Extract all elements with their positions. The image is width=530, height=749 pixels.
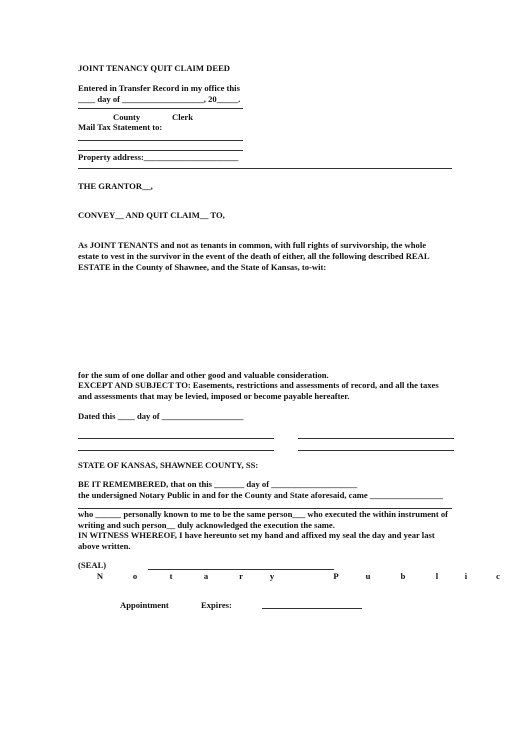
witness-line-2: above written. bbox=[78, 541, 131, 551]
mail-tax-label: Mail Tax Statement to: bbox=[78, 122, 163, 132]
notary-letter: o bbox=[132, 571, 138, 581]
transfer-record-line: Entered in Transfer Record in my office this bbox=[78, 83, 240, 93]
except-line-2: and assessments that may be levied, imposed or become payable hereafter. bbox=[78, 391, 350, 401]
notary-letter: l bbox=[435, 571, 439, 581]
seal-label: (SEAL) bbox=[78, 560, 107, 570]
county-label: County bbox=[113, 112, 141, 122]
notary-letter: a bbox=[203, 571, 209, 581]
expires-label: Expires: bbox=[201, 600, 232, 610]
notary-letter: N bbox=[96, 571, 104, 581]
witness-line-1: IN WITNESS WHEREOF, I have hereunto set my hand and affixed my seal the day and year last bbox=[78, 530, 435, 540]
property-address-line: Property address:______________________ bbox=[78, 152, 239, 162]
grantor-line: THE GRANTOR__, bbox=[78, 181, 153, 191]
document-title: JOINT TENANCY QUIT CLAIM DEED bbox=[78, 63, 231, 73]
transfer-date-line: ____ day of ___________________, 20_____. bbox=[78, 94, 241, 104]
convey-line: CONVEY__ AND QUIT CLAIM__ TO, bbox=[78, 210, 225, 220]
joint-tenants-line-3: ESTATE in the County of Shawnee, and the State of Kansas, to-wit: bbox=[78, 262, 327, 272]
signature-rule-right-1 bbox=[298, 438, 454, 439]
who-line-2: writing and such person__ duly acknowledged the execution the same. bbox=[78, 520, 335, 530]
notary-letter: y bbox=[269, 571, 275, 581]
mail-tax-rule-1 bbox=[78, 140, 243, 141]
signature-rule-left-2 bbox=[78, 450, 274, 451]
notary-letter: u bbox=[365, 571, 371, 581]
appointment-label: Appointment bbox=[120, 600, 169, 610]
except-line-1: EXCEPT AND SUBJECT TO: Easements, restrictions and assessments of record, and all the taxes bbox=[78, 380, 439, 390]
remembered-line-1: BE IT REMEMBERED, that on this _______ day of ____________________ bbox=[78, 479, 358, 489]
notary-letter: i bbox=[464, 571, 468, 581]
who-line-1: who ______ personally known to me to be the same person___ who executed the within instrument of bbox=[78, 509, 449, 519]
expires-rule bbox=[262, 608, 362, 609]
signature-rule-right-2 bbox=[298, 450, 454, 451]
clerk-label: Clerk bbox=[172, 112, 194, 122]
joint-tenants-line-1: As JOINT TENANTS and not as tenants in common, with full rights of survivorship, the whole bbox=[78, 240, 427, 250]
signature-rule-left-1 bbox=[78, 438, 274, 439]
notary-letter: c bbox=[496, 571, 500, 581]
joint-tenants-line-2: estate to vest in the survivor in the event of the death of either, all the following described REAL bbox=[78, 251, 430, 261]
transfer-signature-rule bbox=[78, 108, 243, 109]
notary-letter: P bbox=[333, 571, 339, 581]
notary-letter: b bbox=[400, 571, 406, 581]
notary-letter: t bbox=[169, 571, 173, 581]
notary-signature-rule bbox=[148, 569, 334, 570]
notary-letter: r bbox=[239, 571, 243, 581]
state-heading: STATE OF KANSAS, SHAWNEE COUNTY, SS: bbox=[78, 460, 259, 470]
consideration-line: for the sum of one dollar and other good and valuable consideration. bbox=[78, 370, 329, 380]
remembered-line-2: the undersigned Notary Public in and for the County and State aforesaid, came _________________ bbox=[78, 490, 443, 500]
dated-line: Dated this ____ day of ___________________ bbox=[78, 411, 244, 421]
header-divider bbox=[78, 168, 452, 169]
mail-tax-rule-2 bbox=[78, 150, 243, 151]
